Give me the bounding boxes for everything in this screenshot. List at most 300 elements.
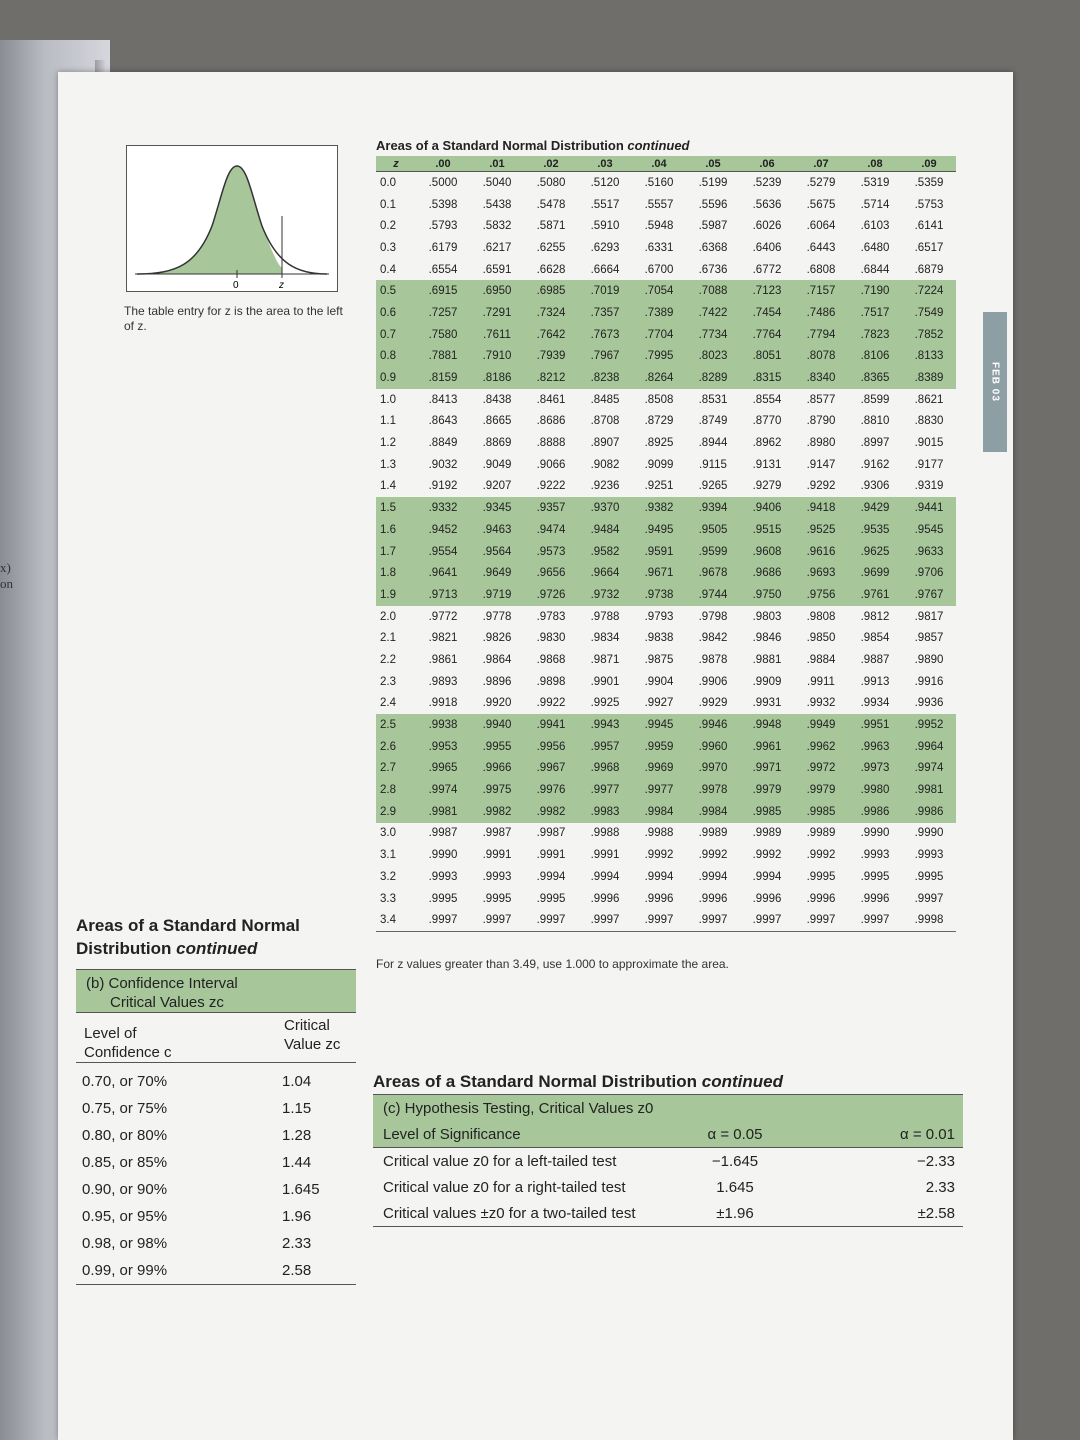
normal-curve-figure — [126, 145, 338, 292]
col-header: .04 — [632, 156, 686, 172]
area-cell: .9936 — [914, 697, 944, 710]
area-cell: .9162 — [860, 458, 890, 471]
area-cell: .9981 — [416, 801, 470, 823]
area-cell: .9099 — [644, 458, 674, 471]
area-cell: .9772 — [428, 610, 458, 623]
z-value-cell: 3.1 — [380, 849, 396, 862]
area-cell: .5948 — [644, 220, 674, 233]
area-cell: .9960 — [686, 736, 740, 758]
table-row — [376, 497, 956, 519]
area-cell: .8577 — [806, 393, 836, 406]
margin-mark: on — [0, 576, 13, 591]
area-cell: .9997 — [848, 909, 902, 931]
area-cell: .8133 — [902, 346, 956, 368]
area-cell: .9693 — [794, 562, 848, 584]
critical-value-cell: 1.96 — [282, 1208, 312, 1225]
area-cell: .8790 — [806, 415, 836, 428]
z-value-cell: 0.5 — [376, 280, 416, 302]
confidence-table — [76, 1068, 356, 1285]
z-value-cell: 0.7 — [376, 324, 416, 346]
area-cell: .9625 — [848, 541, 902, 563]
area-cell: .8643 — [428, 415, 458, 428]
confidence-level-cell: 0.75, or 75% — [82, 1100, 168, 1117]
area-cell: .9991 — [590, 849, 620, 862]
area-cell: .9678 — [686, 562, 740, 584]
area-cell: .5120 — [590, 176, 620, 189]
area-cell: .9990 — [860, 827, 890, 840]
area-cell: .9989 — [698, 827, 728, 840]
col-header: .08 — [848, 156, 902, 172]
area-cell: .6700 — [644, 263, 674, 276]
area-cell: .9582 — [578, 541, 632, 563]
table-c-title-main: Areas of a Standard Normal Distribution — [373, 1072, 697, 1091]
area-cell: .9997 — [524, 909, 578, 931]
area-cell: .9927 — [644, 697, 674, 710]
col-header: .09 — [902, 156, 956, 172]
area-cell: .9236 — [590, 480, 620, 493]
table-row — [76, 1257, 356, 1285]
area-cell: .9750 — [740, 584, 794, 606]
z-value-cell: 3.3 — [380, 892, 396, 905]
area-cell: .9943 — [578, 714, 632, 736]
area-cell: .9992 — [644, 849, 674, 862]
area-cell: .9901 — [590, 675, 620, 688]
area-cell: .9949 — [794, 714, 848, 736]
table-row — [376, 454, 956, 476]
confidence-level-cell: 0.98, or 98% — [82, 1235, 168, 1252]
col-header: .02 — [524, 156, 578, 172]
area-cell: .8340 — [794, 367, 848, 389]
area-cell: .9996 — [698, 892, 728, 905]
area-cell: .7054 — [632, 280, 686, 302]
area-cell: .7357 — [578, 302, 632, 324]
area-cell: .9982 — [524, 801, 578, 823]
critical-value-cell: 1.15 — [282, 1100, 312, 1117]
area-cell: .9993 — [428, 870, 458, 883]
hyp-level-label: Level of Significance — [373, 1121, 665, 1148]
table-row — [376, 346, 956, 368]
area-cell: .7734 — [686, 324, 740, 346]
area-cell: .6736 — [698, 263, 728, 276]
area-cell: .9177 — [914, 458, 944, 471]
table-row — [376, 194, 956, 216]
area-cell: .5517 — [590, 198, 620, 211]
table-a-title-main: Areas of a Standard Normal Distribution — [376, 138, 624, 153]
z-value-cell: 1.9 — [376, 584, 416, 606]
z-value-cell: 0.9 — [376, 367, 416, 389]
normal-curve-svg — [127, 146, 337, 291]
area-cell: .9778 — [482, 610, 512, 623]
area-cell: .8159 — [416, 367, 470, 389]
area-cell: .9916 — [914, 675, 944, 688]
area-cell: .9995 — [482, 892, 512, 905]
area-cell: .9857 — [914, 632, 944, 645]
area-cell: .9564 — [470, 541, 524, 563]
col-header: .01 — [470, 156, 524, 172]
critical-value-cell: 2.33 — [282, 1235, 312, 1252]
area-cell: .8770 — [752, 415, 782, 428]
table-row — [376, 172, 956, 194]
area-cell: .9997 — [632, 909, 686, 931]
table-row — [376, 584, 956, 606]
area-cell: .9976 — [524, 779, 578, 801]
area-cell: .9878 — [698, 653, 728, 666]
area-cell: .9591 — [632, 541, 686, 563]
z-table — [376, 156, 956, 932]
table-row — [376, 671, 956, 693]
test-label-cell: Critical value z0 for a left-tailed test — [383, 1152, 617, 1170]
area-cell: .5871 — [536, 220, 566, 233]
area-cell: .9989 — [806, 827, 836, 840]
critical-value-cell: 1.645 — [716, 1178, 754, 1196]
area-cell: .5000 — [428, 176, 458, 189]
area-cell: .9850 — [806, 632, 836, 645]
area-cell: .9131 — [752, 458, 782, 471]
area-cell: .8980 — [806, 437, 836, 450]
area-cell: .8078 — [794, 346, 848, 368]
area-cell: .8023 — [686, 346, 740, 368]
area-cell: .5319 — [860, 176, 890, 189]
critical-value-cell: −1.645 — [711, 1152, 759, 1170]
area-cell: .9997 — [686, 909, 740, 931]
area-cell: .5636 — [752, 198, 782, 211]
area-cell: .6293 — [590, 241, 620, 254]
area-cell: .9981 — [902, 779, 956, 801]
area-cell: .8888 — [536, 437, 566, 450]
area-cell: .5987 — [698, 220, 728, 233]
area-cell: .9931 — [752, 697, 782, 710]
left-margin-marks — [0, 560, 13, 592]
table-row — [76, 1176, 356, 1203]
z-value-cell: 0.2 — [380, 220, 396, 233]
table-row — [376, 606, 956, 628]
table-row — [376, 562, 956, 584]
section-line2: Critical Values zc — [110, 994, 224, 1011]
col-header: .05 — [686, 156, 740, 172]
area-cell: .6443 — [806, 241, 836, 254]
area-cell: .8944 — [698, 437, 728, 450]
area-cell: .9968 — [578, 758, 632, 780]
area-cell: .9993 — [860, 849, 890, 862]
area-cell: .9988 — [590, 827, 620, 840]
z-value-cell: 0.6 — [376, 302, 416, 324]
area-cell: .6554 — [428, 263, 458, 276]
area-cell: .9992 — [698, 849, 728, 862]
area-cell: .6480 — [860, 241, 890, 254]
test-label-cell: Critical values ±z0 for a two-tailed test — [373, 1200, 665, 1227]
area-cell: .8413 — [428, 393, 458, 406]
area-cell: .9978 — [686, 779, 740, 801]
area-cell: .9998 — [902, 909, 956, 931]
area-cell: .9599 — [686, 541, 740, 563]
area-cell: .9970 — [686, 758, 740, 780]
area-cell: .9192 — [428, 480, 458, 493]
axis-zero-label: 0 — [233, 280, 239, 291]
area-cell: .9370 — [578, 497, 632, 519]
area-cell: .6879 — [914, 263, 944, 276]
area-cell: .5478 — [536, 198, 566, 211]
area-cell: .7454 — [740, 302, 794, 324]
area-cell: .8925 — [644, 437, 674, 450]
area-cell: .9868 — [536, 653, 566, 666]
area-cell: .9881 — [752, 653, 782, 666]
area-cell: .9887 — [860, 653, 890, 666]
table-b-title-line2: Distribution — [76, 939, 172, 958]
area-cell: .9985 — [794, 801, 848, 823]
area-cell: .9279 — [752, 480, 782, 493]
table-row — [376, 714, 956, 736]
table-row — [376, 476, 956, 498]
area-cell: .9726 — [524, 584, 578, 606]
area-cell: .9573 — [524, 541, 578, 563]
table-row — [376, 909, 956, 931]
area-cell: .5753 — [914, 198, 944, 211]
table-row — [376, 844, 956, 866]
area-cell: .9382 — [632, 497, 686, 519]
area-cell: .9812 — [860, 610, 890, 623]
area-cell: .9641 — [416, 562, 470, 584]
table-row — [373, 1174, 963, 1200]
area-cell: .9982 — [470, 801, 524, 823]
area-cell: .9995 — [806, 870, 836, 883]
area-cell: .9871 — [590, 653, 620, 666]
table-a-title — [376, 138, 690, 153]
table-row — [376, 779, 956, 801]
z-value-cell: 0.1 — [380, 198, 396, 211]
side-label: FEB 03 — [983, 312, 1007, 452]
hyp-section: (c) Hypothesis Testing, Critical Values z0 — [373, 1095, 963, 1122]
area-cell: .9995 — [860, 870, 890, 883]
area-cell: .9996 — [860, 892, 890, 905]
area-cell: .9418 — [794, 497, 848, 519]
area-cell: .7157 — [794, 280, 848, 302]
area-cell: .9911 — [807, 675, 835, 688]
area-cell: .9826 — [482, 632, 512, 645]
area-cell: .5160 — [644, 176, 674, 189]
area-cell: .9996 — [590, 892, 620, 905]
area-cell: .9985 — [740, 801, 794, 823]
area-cell: .9115 — [699, 458, 727, 471]
table-row — [376, 280, 956, 302]
area-cell: .9686 — [740, 562, 794, 584]
z-value-cell: 2.0 — [380, 610, 396, 623]
area-cell: .5910 — [590, 220, 620, 233]
area-cell: .9948 — [740, 714, 794, 736]
area-cell: .9554 — [416, 541, 470, 563]
col-critical — [284, 1016, 340, 1054]
area-cell: .5199 — [698, 176, 728, 189]
area-cell: .9788 — [590, 610, 620, 623]
area-cell: .9706 — [902, 562, 956, 584]
area-cell: .9995 — [914, 870, 944, 883]
area-cell: .8830 — [914, 415, 944, 428]
table-row — [376, 736, 956, 758]
area-cell: .7088 — [686, 280, 740, 302]
z-value-cell: 1.5 — [376, 497, 416, 519]
z-table-header — [376, 156, 956, 172]
area-cell: .9997 — [914, 892, 944, 905]
area-cell: .7852 — [902, 324, 956, 346]
area-cell: .7291 — [470, 302, 524, 324]
area-cell: .8438 — [482, 393, 512, 406]
z-value-cell: 1.1 — [380, 415, 396, 428]
area-cell: .8531 — [698, 393, 728, 406]
area-cell: .7764 — [740, 324, 794, 346]
area-cell: .9834 — [590, 632, 620, 645]
area-cell: .9699 — [848, 562, 902, 584]
area-cell: .8485 — [590, 393, 620, 406]
area-cell: .9913 — [860, 675, 890, 688]
area-cell: .6517 — [914, 241, 944, 254]
area-cell: .9319 — [914, 480, 944, 493]
area-cell: .9608 — [740, 541, 794, 563]
area-cell: .9997 — [416, 909, 470, 931]
critical-value-cell: 1.44 — [282, 1154, 312, 1171]
area-cell: .7642 — [524, 324, 578, 346]
area-cell: .8554 — [752, 393, 782, 406]
area-cell: .9975 — [470, 779, 524, 801]
area-cell: .9969 — [632, 758, 686, 780]
table-b-title-cont: continued — [176, 939, 258, 958]
hyp-level-row — [373, 1121, 963, 1148]
area-cell: .9962 — [794, 736, 848, 758]
hypothesis-table — [373, 1094, 963, 1227]
confidence-level-cell: 0.80, or 80% — [82, 1127, 168, 1144]
col-header: .00 — [416, 156, 470, 172]
area-cell: .9925 — [590, 697, 620, 710]
area-cell: .8289 — [686, 367, 740, 389]
area-cell: .8186 — [470, 367, 524, 389]
area-cell: .9265 — [698, 480, 728, 493]
table-c-title — [373, 1072, 783, 1092]
area-cell: .9896 — [482, 675, 512, 688]
area-cell: .9992 — [752, 849, 782, 862]
area-cell: .9991 — [536, 849, 566, 862]
table-row — [376, 367, 956, 389]
critical-value-cell: 2.33 — [925, 1178, 955, 1196]
hyp-alpha-2: α = 0.01 — [805, 1121, 963, 1148]
table-b-section — [76, 969, 356, 1013]
col1-line2: Confidence c — [84, 1044, 172, 1061]
area-cell: .9997 — [794, 909, 848, 931]
area-cell: .5080 — [536, 176, 566, 189]
area-cell: .8621 — [914, 393, 944, 406]
table-row — [376, 693, 956, 715]
z-value-cell: 3.2 — [380, 870, 396, 883]
col1-line1: Level of — [84, 1025, 137, 1042]
area-cell: .8461 — [536, 393, 566, 406]
area-cell: .9671 — [632, 562, 686, 584]
area-cell: .9971 — [740, 758, 794, 780]
hyp-section-row — [373, 1095, 963, 1122]
area-cell: .9994 — [752, 870, 782, 883]
area-cell: .9441 — [902, 497, 956, 519]
area-cell: .9995 — [536, 892, 566, 905]
area-cell: .7939 — [524, 346, 578, 368]
area-cell: .9890 — [914, 653, 944, 666]
area-cell: .8810 — [860, 415, 890, 428]
area-cell: .9049 — [482, 458, 512, 471]
area-cell: .5239 — [752, 176, 782, 189]
table-row — [376, 215, 956, 237]
area-cell: .9015 — [914, 437, 944, 450]
area-cell: .9945 — [632, 714, 686, 736]
area-cell: .9988 — [644, 827, 674, 840]
area-cell: .9798 — [698, 610, 728, 623]
area-cell: .5832 — [482, 220, 512, 233]
area-cell: .6915 — [416, 280, 470, 302]
area-cell: .8686 — [536, 415, 566, 428]
z-value-cell: 2.1 — [380, 632, 396, 645]
area-cell: .6406 — [752, 241, 782, 254]
area-cell: .9993 — [482, 870, 512, 883]
area-cell: .9992 — [806, 849, 836, 862]
area-cell: .6628 — [536, 263, 566, 276]
area-cell: .9803 — [752, 610, 782, 623]
table-row — [376, 324, 956, 346]
area-cell: .6217 — [482, 241, 512, 254]
area-cell: .9990 — [428, 849, 458, 862]
z-value-cell: 1.6 — [376, 519, 416, 541]
axis-z-label: z — [279, 280, 284, 291]
area-cell: .9394 — [686, 497, 740, 519]
col2-line1: Critical — [284, 1017, 330, 1034]
area-cell: .9922 — [536, 697, 566, 710]
table-row — [376, 519, 956, 541]
area-cell: .9986 — [902, 801, 956, 823]
area-cell: .7224 — [902, 280, 956, 302]
area-cell: .9793 — [644, 610, 674, 623]
area-cell: .9875 — [644, 653, 674, 666]
area-cell: .5557 — [644, 198, 674, 211]
area-cell: .9995 — [428, 892, 458, 905]
area-cell: .7704 — [632, 324, 686, 346]
area-cell: .8599 — [860, 393, 890, 406]
area-cell: .9474 — [524, 519, 578, 541]
table-a-title-cont: continued — [627, 138, 690, 153]
table-b-title — [76, 914, 300, 960]
confidence-level-cell: 0.85, or 85% — [82, 1154, 168, 1171]
area-cell: .8665 — [482, 415, 512, 428]
table-row — [376, 823, 956, 845]
area-cell: .6331 — [644, 241, 674, 254]
z-value-cell: 1.8 — [376, 562, 416, 584]
area-cell: .5040 — [482, 176, 512, 189]
area-cell: .9345 — [470, 497, 524, 519]
area-cell: .9973 — [848, 758, 902, 780]
area-cell: .9940 — [470, 714, 524, 736]
critical-value-cell: ±1.96 — [665, 1200, 805, 1227]
table-row — [376, 801, 956, 823]
area-cell: .9952 — [902, 714, 956, 736]
area-cell: .7910 — [470, 346, 524, 368]
area-cell: .6064 — [806, 220, 836, 233]
area-cell: .6950 — [470, 280, 524, 302]
area-cell: .8749 — [698, 415, 728, 428]
area-cell: .9463 — [470, 519, 524, 541]
area-cell: .9633 — [902, 541, 956, 563]
area-cell: .8849 — [428, 437, 458, 450]
confidence-level-cell: 0.99, or 99% — [76, 1257, 282, 1285]
area-cell: .5793 — [428, 220, 458, 233]
area-cell: .9909 — [752, 675, 782, 688]
area-cell: .9406 — [740, 497, 794, 519]
z-col-header: z — [376, 156, 416, 172]
table-row — [376, 866, 956, 888]
area-cell: .9979 — [794, 779, 848, 801]
critical-value-cell: 1.04 — [282, 1073, 312, 1090]
area-cell: .9941 — [524, 714, 578, 736]
